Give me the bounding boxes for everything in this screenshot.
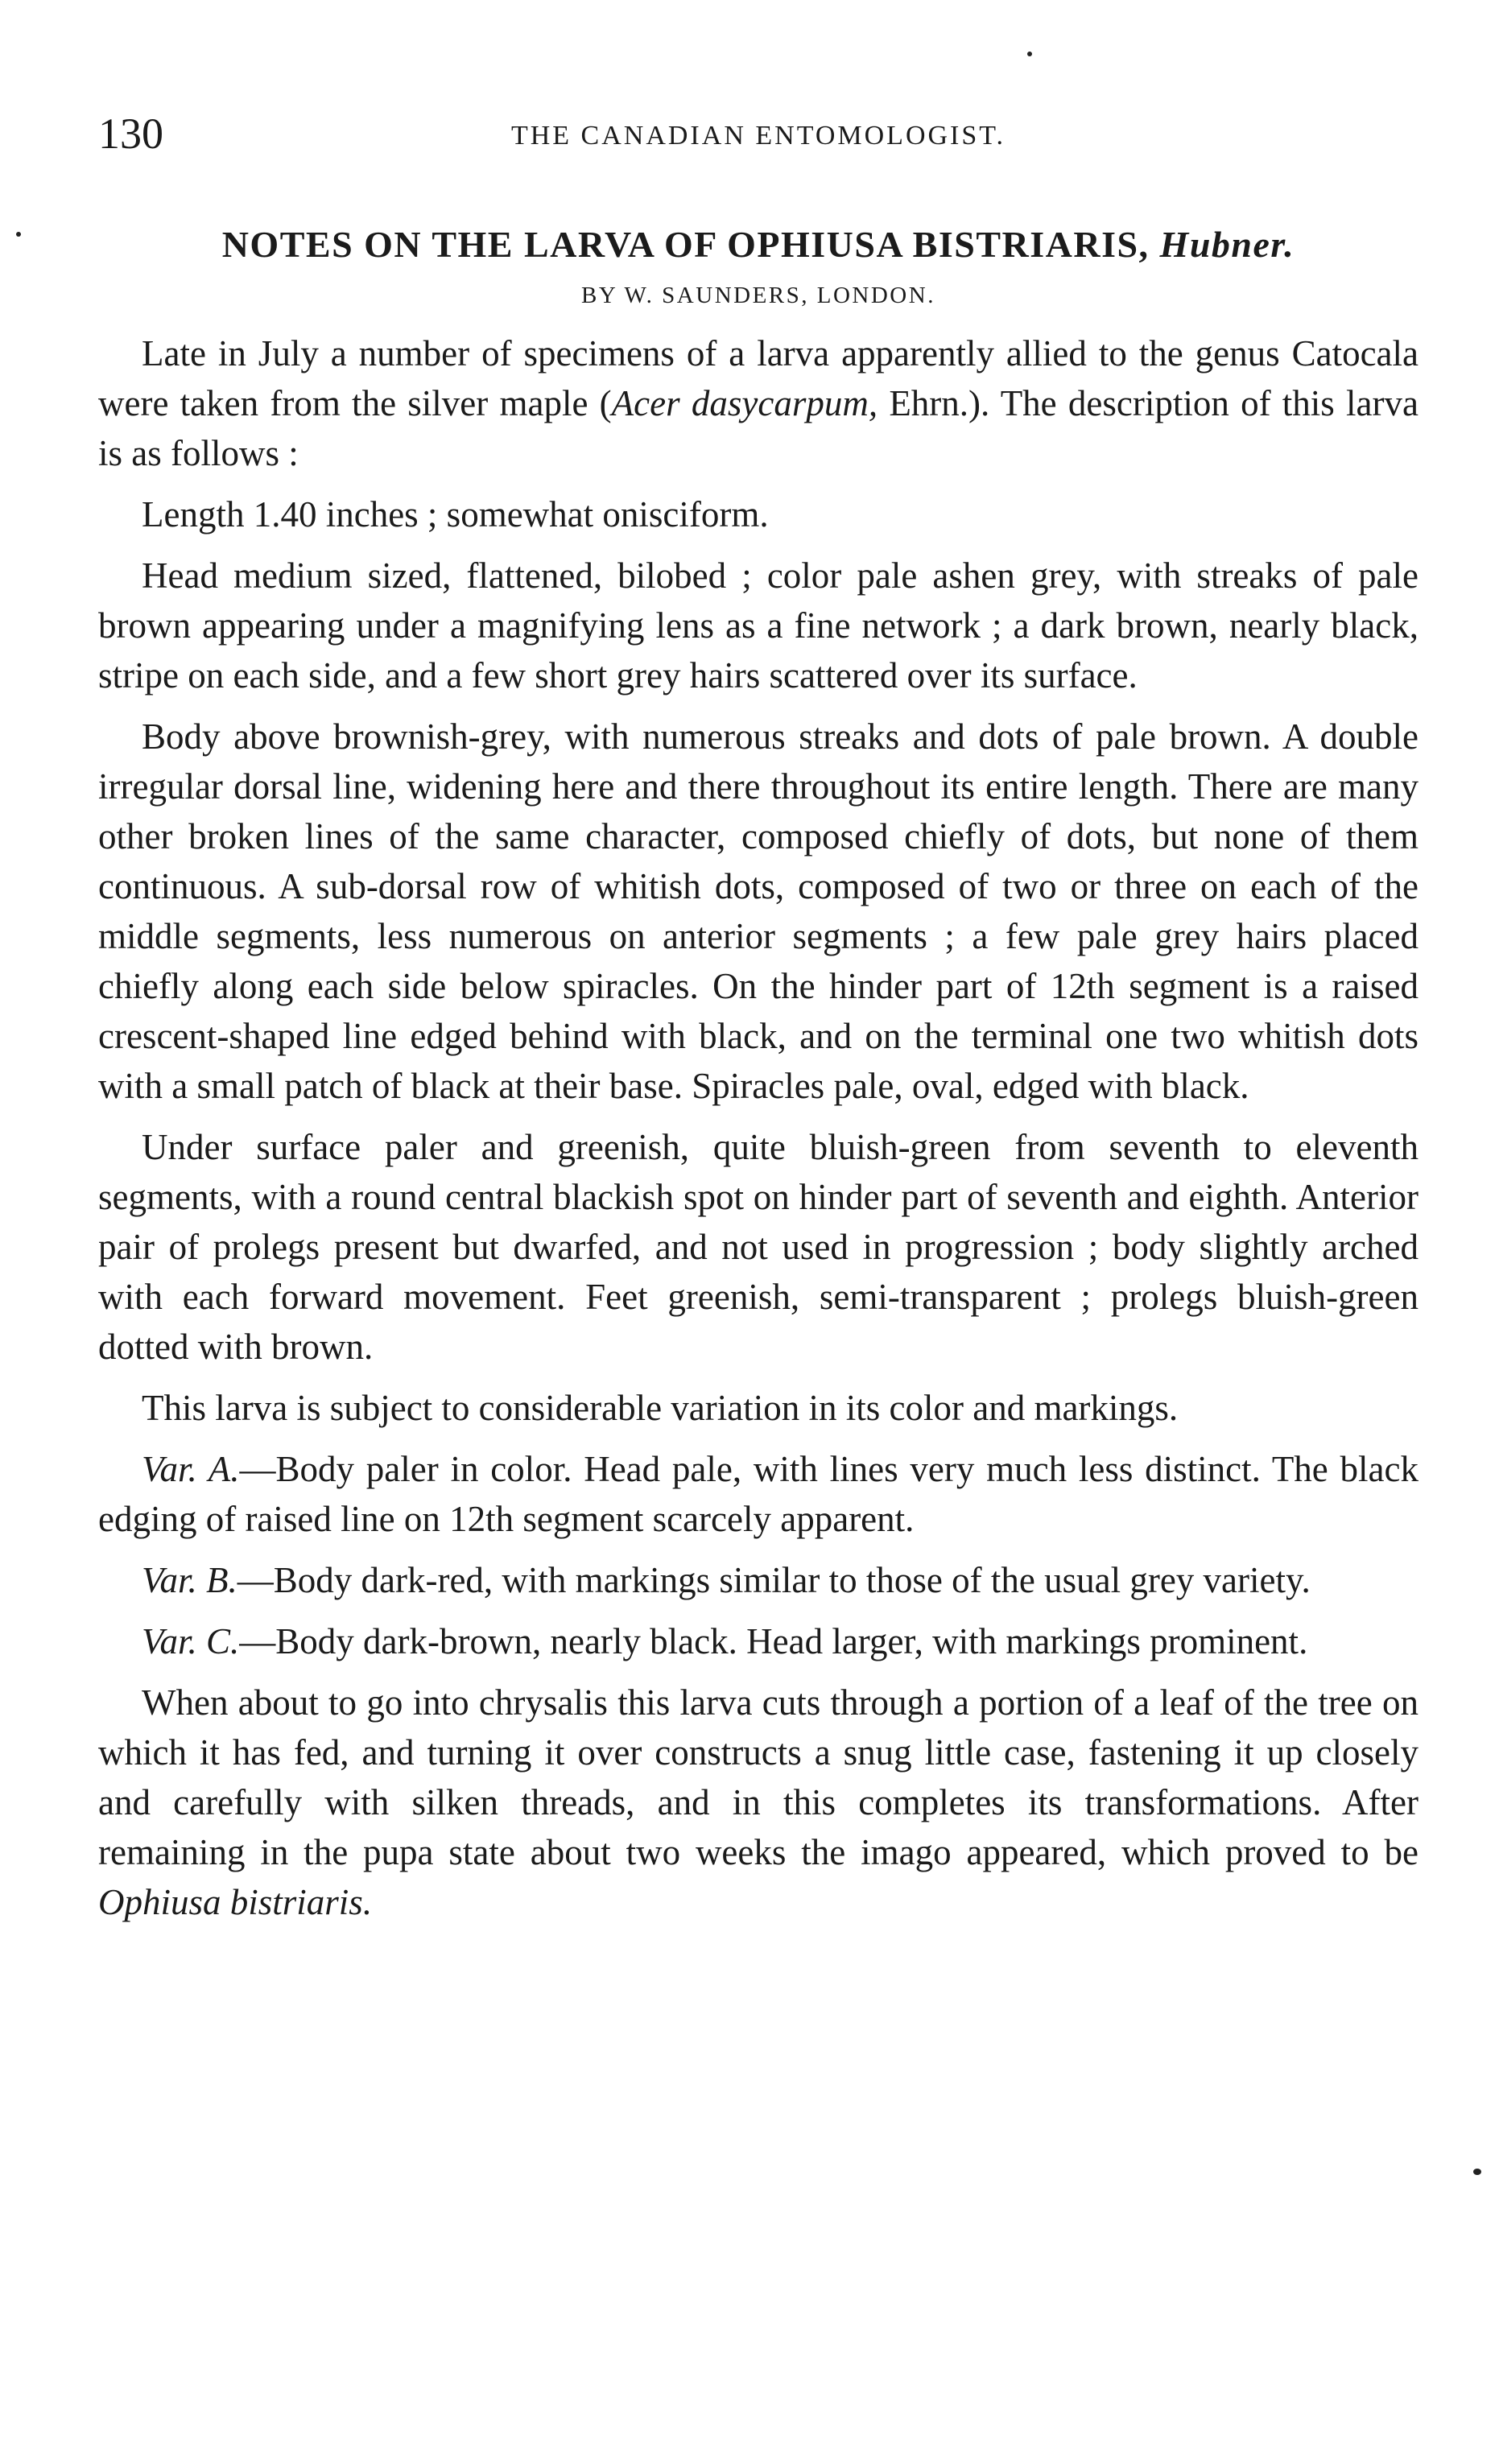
paragraph-1 <box>98 328 1418 478</box>
article-title <box>98 219 1418 270</box>
paragraph-7-text-a: When about to go into chrysalis this larva cuts through a portion of a leaf of the tree on which it has fed, and turning it over constructs a snug little case, fastening it up closely and carefully with silken threads, and in this completes its transformations. After remaining in the pupa state about two weeks the imago appeared, which proved to be <box>98 1682 1418 1872</box>
variety-c-label: Var. C. <box>142 1621 240 1661</box>
paragraph-7 <box>98 1678 1418 1927</box>
variety-b-text: —Body dark-red, with markings similar to those of the usual grey variety. <box>237 1560 1311 1600</box>
variety-a-text: —Body paler in color. Head pale, with lines very much less distinct. The black edging of raised line on 12th segment scarcely apparent. <box>98 1449 1418 1539</box>
variety-c <box>98 1616 1418 1666</box>
paragraph-1-text-a: Late in July a number of specimens of a larva apparently allied to the genus Catocala were taken from the silver maple ( <box>98 333 1418 423</box>
paragraph-3: Head medium sized, flattened, bilobed ; color pale ashen grey, with streaks of pale brown appearing under a magnifying lens as a fine network ; a dark brown, nearly black, stripe on each side, and a few short grey hairs scattered over its surface. <box>98 555 1418 695</box>
paragraph-4: Body above brownish-grey, with numerous streaks and dots of pale brown. A double irregular dorsal line, widening here and there throughout its entire length. There are many other broken lines of the same character, composed chiefly of dots, but none of them continuous. A sub-dorsal row of whitish dots, composed of two or three on each of the middle segments, less numerous on anterior segments ; a few pale grey hairs placed chiefly along each side below spiracles. On the hinder part of 12th segment is a raised crescent-shaped line edged behind with black, and on the terminal one two whitish dots with a small patch of black at their base. Spiracles pale, oval, edged with black. <box>98 716 1418 1106</box>
scan-speck-bottom <box>1473 2169 1481 2175</box>
species-name-acer: Acer dasycarpum, <box>611 383 878 423</box>
species-name-ophiusa: Ophiusa bistriaris. <box>98 1882 373 1922</box>
variety-a-label: Var. A. <box>142 1449 240 1489</box>
paragraph-5: Under surface paler and greenish, quite bluish-green from seventh to eleventh segments, with a round central blackish spot on hinder part of seventh and eighth. Anterior pair of prolegs present but dwarfed, and not used in progression ; body slightly arched with each forward movement. Feet greenish, semi-transparent ; prolegs bluish-green dotted with brown. <box>98 1127 1418 1367</box>
paragraph-6: This larva is subject to considerable variation in its color and markings. <box>142 1388 1179 1428</box>
running-head <box>98 109 1418 166</box>
scan-speck-left <box>16 232 21 237</box>
page-number: 130 <box>98 109 163 158</box>
variety-b <box>98 1555 1418 1605</box>
variety-b-label: Var. B. <box>142 1560 237 1600</box>
paragraph-2: Length 1.40 inches ; somewhat onisciform. <box>142 494 769 534</box>
article <box>98 219 1418 1938</box>
article-title-author: Hubner. <box>1159 224 1295 265</box>
article-title-main: NOTES ON THE LARVA OF OPHIUSA BISTRIARIS, <box>221 224 1150 265</box>
byline: BY W. SAUNDERS, LONDON. <box>581 283 935 308</box>
variety-c-text: —Body dark-brown, nearly black. Head larger, with markings prominent. <box>239 1621 1308 1661</box>
paragraph-1-text-c: Ehrn.). The description of this larva is as follows : <box>98 383 1418 473</box>
variety-a <box>98 1444 1418 1544</box>
scan-speck-top <box>1027 52 1032 56</box>
journal-title: THE CANADIAN ENTOMOLOGIST. <box>510 121 1006 151</box>
